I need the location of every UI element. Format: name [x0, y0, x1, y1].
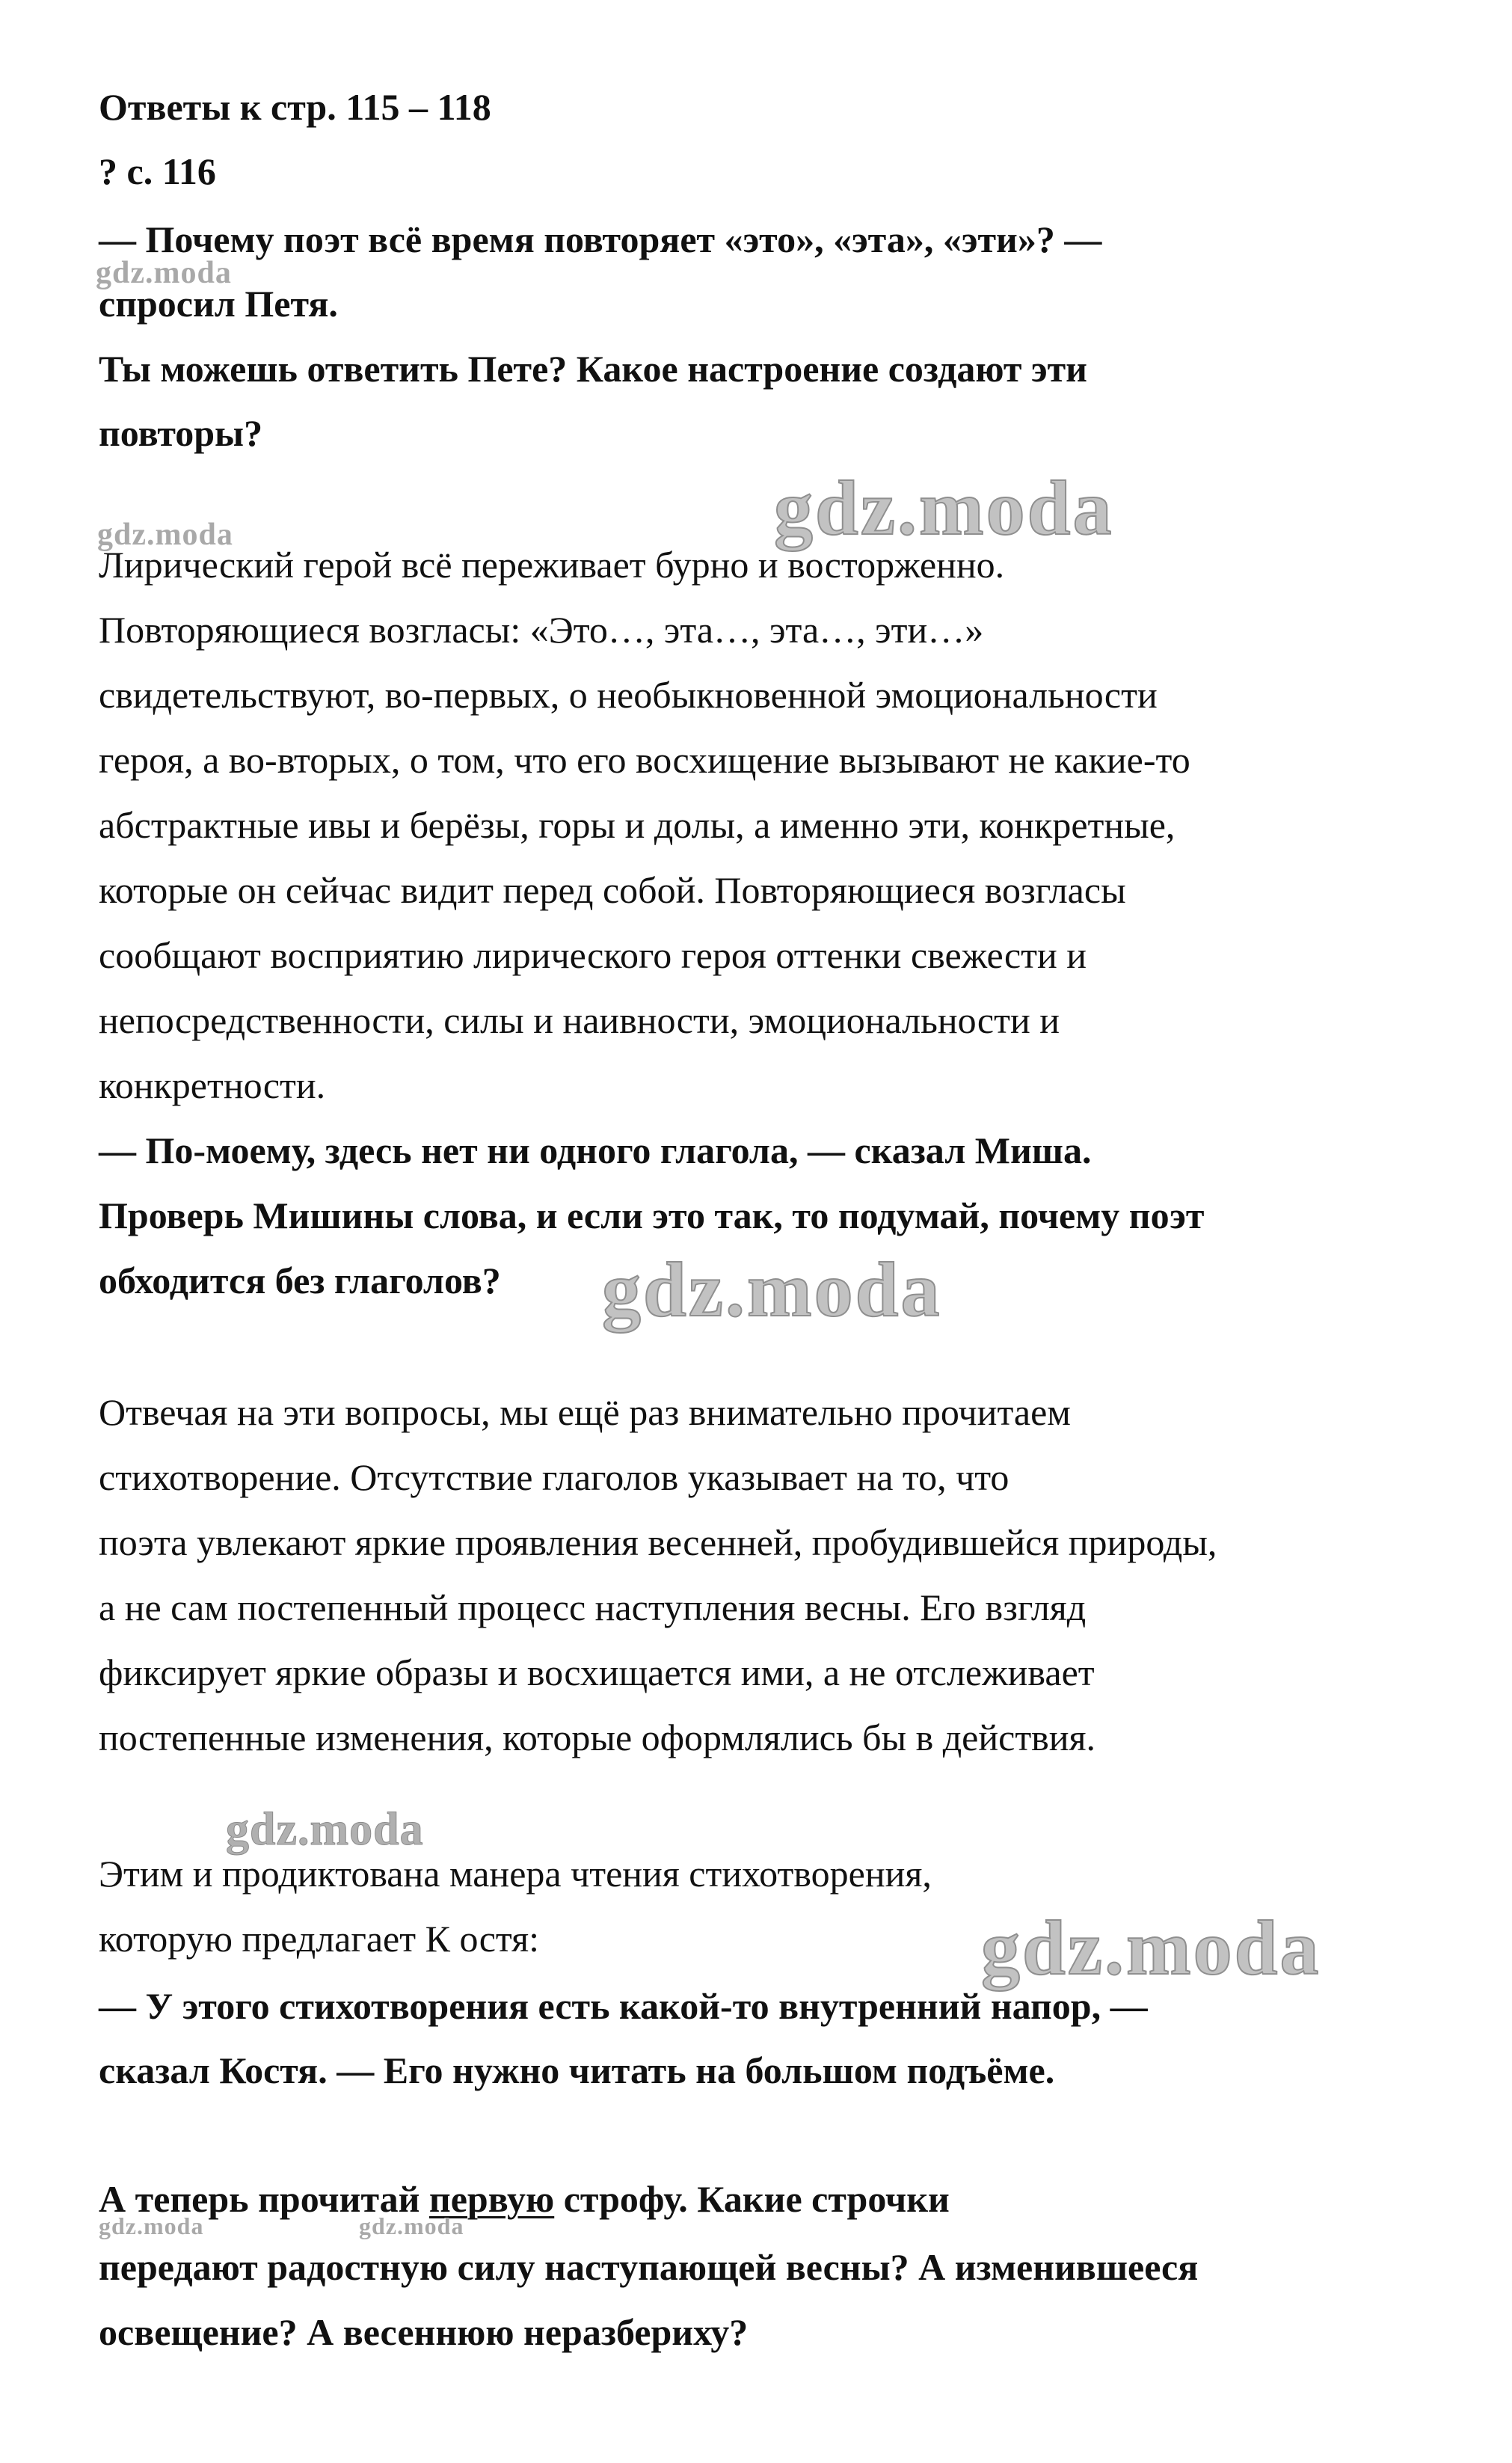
- answer-line: сообщают восприятию лирического героя оттенки свежести и: [99, 934, 1087, 976]
- watermark: gdz.moda: [981, 1905, 1321, 1991]
- answer-line: Этим и продиктована манера чтения стихотворения,: [99, 1853, 932, 1895]
- question-1-line-3: Ты можешь ответить Пете? Какое настроение создают эти: [99, 348, 1087, 390]
- question-line: передают радостную силу наступающей весны? А изменившееся: [99, 2246, 1199, 2288]
- answer-line: свидетельствуют, во-первых, о необыкновенной эмоциональности: [99, 674, 1158, 716]
- question-line: освещение? А весеннюю неразбериху?: [99, 2311, 749, 2353]
- answer-line: абстрактные ивы и берёзы, горы и долы, а именно эти, конкретные,: [99, 804, 1176, 846]
- watermark: gdz.moda: [774, 465, 1114, 551]
- answer-line: фиксирует яркие образы и восхищается ими, а не отслеживает: [99, 1651, 1095, 1693]
- watermark: gdz.moda: [602, 1247, 942, 1333]
- question-line: — У этого стихотворения есть какой-то внутренний напор, —: [99, 1985, 1148, 2027]
- watermark: gdz.moda: [97, 518, 233, 552]
- answer-line: Повторяющиеся возгласы: «Это…, эта…, эта…, эти…»: [99, 609, 984, 651]
- question-line: — По-моему, здесь нет ни одного глагола, — сказал Миша.: [99, 1129, 1092, 1171]
- answer-line: конкретности.: [99, 1064, 326, 1106]
- answer-line: Лирический герой всё переживает бурно и восторженно.: [99, 544, 1005, 586]
- answer-line: постепенные изменения, которые оформлялись бы в действия.: [99, 1717, 1096, 1758]
- question-text: строфу. Какие строчки: [554, 2178, 950, 2220]
- underlined-word: первую: [428, 2178, 555, 2220]
- page-title: Ответы к стр. 115 – 118: [99, 86, 491, 128]
- watermark: gdz.moda: [226, 1804, 424, 1855]
- watermark: gdz.moda: [99, 2212, 204, 2239]
- question-line: обходится без глаголов?: [99, 1260, 501, 1301]
- question-line: [99, 2177, 950, 2221]
- answer-line: которую предлагает К остя:: [99, 1918, 539, 1960]
- question-1-line-1: — Почему поэт всё время повторяет «это», «эта», «эти»? —: [99, 218, 1102, 260]
- question-1-line-2: спросил Петя.: [99, 283, 338, 325]
- question-line: сказал Костя. — Его нужно читать на большом подъёме.: [99, 2049, 1055, 2091]
- question-1-line-4: повторы?: [99, 412, 263, 454]
- answer-line: героя, а во-вторых, о том, что его восхищение вызывают не какие-то: [99, 739, 1190, 781]
- question-line: Проверь Мишины слова, и если это так, то подумай, почему поэт: [99, 1194, 1205, 1236]
- answer-line: поэта увлекают яркие проявления весенней, пробудившейся природы,: [99, 1521, 1217, 1563]
- watermark: gdz.moda: [359, 2212, 464, 2239]
- answer-line: которые он сейчас видит перед собой. Повторяющиеся возгласы: [99, 869, 1126, 911]
- question-text: А теперь прочитай: [99, 2178, 429, 2220]
- answer-line: стихотворение. Отсутствие глаголов указывает на то, что: [99, 1456, 1009, 1498]
- answer-line: Отвечая на эти вопросы, мы ещё раз внимательно прочитаем: [99, 1391, 1071, 1433]
- page-reference: ? с. 116: [99, 150, 216, 192]
- watermark: gdz.moda: [96, 256, 232, 290]
- answer-line: а не сам постепенный процесс наступления весны. Его взгляд: [99, 1586, 1087, 1628]
- answer-line: непосредственности, силы и наивности, эмоциональности и: [99, 999, 1060, 1041]
